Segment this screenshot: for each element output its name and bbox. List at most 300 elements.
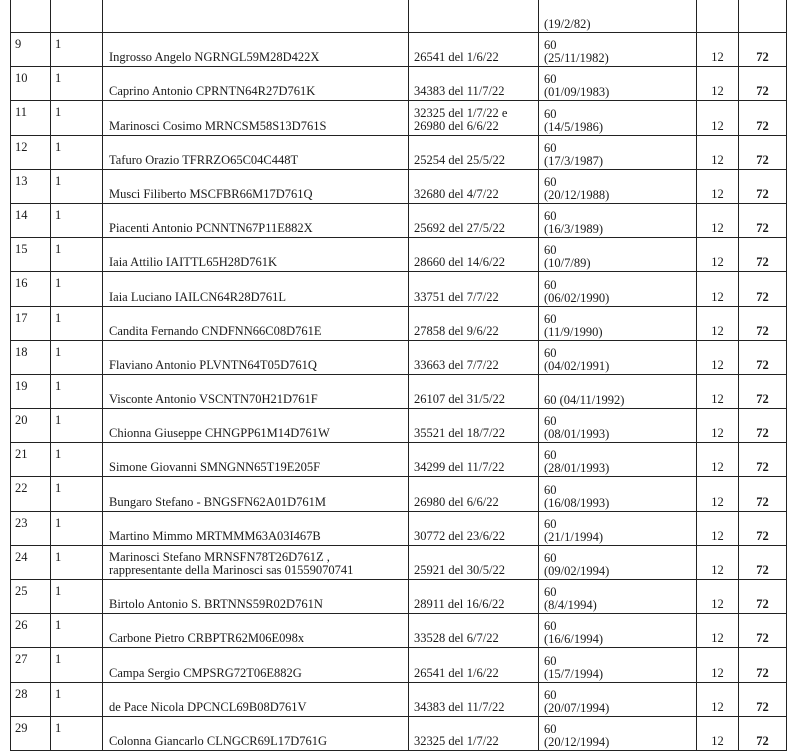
- row-value-b-v2: 72: [756, 631, 769, 646]
- row-name-name2: rappresentante della Marinosci sas 01559070741: [109, 563, 354, 577]
- row-name-name: Iaia Luciano IAILCN64R28D761L: [109, 289, 287, 304]
- row-date-d2: (20/12/1994): [544, 734, 610, 749]
- row-protocol: [409, 511, 539, 545]
- row-protocol-prot2: 26541 del 1/6/22: [414, 50, 499, 65]
- row-quantity-q: 1: [55, 652, 62, 667]
- row-protocol: [409, 682, 539, 716]
- row-date-d1: 60: [544, 619, 557, 634]
- row-date-d2: (16/3/1989): [544, 222, 604, 237]
- row-number: [11, 545, 51, 579]
- row-name-name: Visconte Antonio VSCNTN70H21D761F: [109, 392, 318, 407]
- row-date: [539, 614, 697, 648]
- row-date-d2: 60 (04/11/1992): [544, 393, 625, 408]
- row-value-a: [697, 0, 739, 33]
- row-value-a-v1: 12: [711, 357, 724, 372]
- row-date: [539, 648, 697, 682]
- row-name: [103, 409, 409, 443]
- row-value-b: [739, 0, 787, 33]
- row-value-b: [739, 511, 787, 545]
- row-number: [11, 67, 51, 101]
- row-name: [103, 716, 409, 750]
- row-value-b: [739, 135, 787, 169]
- row-date: [539, 682, 697, 716]
- row-number: [11, 238, 51, 272]
- row-value-a: [697, 169, 739, 203]
- row-number-n: 14: [15, 207, 28, 222]
- row-value-a-v1: 12: [711, 733, 724, 748]
- row-date: [539, 306, 697, 340]
- row-value-b-v2: 72: [756, 186, 769, 201]
- document-table: [10, 0, 787, 751]
- row-value-b: [739, 409, 787, 443]
- row-value-a: [697, 238, 739, 272]
- row-value-a: [697, 614, 739, 648]
- row-date-d2: (25/11/1982): [544, 51, 609, 66]
- row-date-d2: (04/02/1991): [544, 358, 610, 373]
- row-value-b: [739, 477, 787, 511]
- row-date-d1: 60: [544, 311, 557, 326]
- row-number-n: 11: [15, 105, 28, 120]
- row-number: [11, 169, 51, 203]
- row-protocol: [409, 203, 539, 237]
- row-value-a-v1: 12: [711, 426, 724, 441]
- row-number-n: 21: [15, 447, 28, 462]
- row-date-d1: 60: [544, 345, 557, 360]
- row-protocol-prot1: 32325 del 1/7/22 e: [414, 105, 508, 120]
- row-date-d1: 60: [544, 414, 557, 429]
- row-name: [103, 33, 409, 67]
- row-protocol-prot2: 33751 del 7/7/22: [414, 289, 499, 304]
- row-value-b: [739, 716, 787, 750]
- row-name-name: Marinosci Stefano MRNSFN78T26D761Z ,: [109, 550, 330, 564]
- row-protocol: [409, 477, 539, 511]
- row-date-d2: (11/9/1990): [544, 324, 603, 339]
- row-quantity: [51, 682, 103, 716]
- row-number-n: 15: [15, 242, 28, 257]
- row-date: [539, 238, 697, 272]
- row-value-a-v1: 12: [711, 118, 724, 133]
- row-protocol-prot2: 26980 del 6/6/22: [414, 118, 499, 133]
- row-value-a: [697, 409, 739, 443]
- row-value-a: [697, 101, 739, 135]
- table-row: [11, 169, 787, 203]
- row-date: [539, 340, 697, 374]
- row-name-name: Carbone Pietro CRBPTR62M06E098x: [109, 631, 305, 646]
- row-value-a: [697, 33, 739, 67]
- row-number-n: 22: [15, 481, 28, 496]
- row-value-b-v2: 72: [756, 255, 769, 270]
- table-row: [11, 238, 787, 272]
- row-value-a: [697, 443, 739, 477]
- row-value-b: [739, 648, 787, 682]
- row-value-b: [739, 374, 787, 408]
- row-number-n: 13: [15, 173, 28, 188]
- row-number: [11, 0, 51, 33]
- row-quantity: [51, 614, 103, 648]
- row-number: [11, 33, 51, 67]
- row-name: [103, 614, 409, 648]
- row-number: [11, 682, 51, 716]
- row-protocol: [409, 374, 539, 408]
- row-value-a: [697, 682, 739, 716]
- row-value-b-v2: 72: [756, 118, 769, 133]
- row-date: [539, 545, 697, 579]
- row-value-a: [697, 374, 739, 408]
- row-quantity: [51, 238, 103, 272]
- row-date: [539, 0, 697, 33]
- table-row: [11, 477, 787, 511]
- row-name-name: de Pace Nicola DPCNCL69B08D761V: [109, 699, 307, 714]
- row-protocol-prot2: 34383 del 11/7/22: [414, 84, 505, 99]
- row-value-b: [739, 682, 787, 716]
- row-name-name: Simone Giovanni SMNGNN65T19E205F: [109, 460, 321, 475]
- row-protocol: [409, 648, 539, 682]
- row-name-name: Bungaro Stefano - BNGSFN62A01D761M: [109, 494, 327, 509]
- row-protocol-prot2: 25921 del 30/5/22: [414, 563, 505, 577]
- row-value-b-v2: 72: [756, 528, 769, 543]
- row-quantity: [51, 340, 103, 374]
- row-value-b-v2: 72: [756, 563, 769, 577]
- row-number-n: 27: [15, 652, 28, 667]
- row-quantity-q: 1: [55, 515, 62, 530]
- row-protocol: [409, 340, 539, 374]
- table-row: [11, 203, 787, 237]
- row-value-b: [739, 169, 787, 203]
- row-name: [103, 272, 409, 306]
- row-protocol: [409, 33, 539, 67]
- table-body: [11, 0, 787, 750]
- row-name: [103, 580, 409, 614]
- row-date-d1: 60: [544, 38, 557, 53]
- row-name: [103, 203, 409, 237]
- row-quantity-q: 1: [55, 413, 62, 428]
- row-name: [103, 340, 409, 374]
- row-value-a-v1: 12: [711, 528, 724, 543]
- row-quantity-q: 1: [55, 71, 62, 86]
- row-protocol-prot2: 35521 del 18/7/22: [414, 426, 505, 441]
- row-number-n: 16: [15, 276, 28, 291]
- row-quantity-q: 1: [55, 720, 62, 735]
- row-number-n: 19: [15, 378, 28, 393]
- row-value-a: [697, 716, 739, 750]
- row-value-a-v1: 12: [711, 631, 724, 646]
- row-number: [11, 443, 51, 477]
- row-protocol-prot2: 32680 del 4/7/22: [414, 186, 499, 201]
- row-value-b: [739, 614, 787, 648]
- row-quantity-q: 1: [55, 310, 62, 325]
- row-value-b-v2: 72: [756, 494, 769, 509]
- row-protocol-prot2: 25692 del 27/5/22: [414, 221, 505, 236]
- row-quantity: [51, 443, 103, 477]
- row-value-b-v2: 72: [756, 699, 769, 714]
- table-row: [11, 67, 787, 101]
- row-quantity: [51, 511, 103, 545]
- table-row: [11, 580, 787, 614]
- row-name-name: Iaia Attilio IAITTL65H28D761K: [109, 255, 278, 270]
- row-number: [11, 340, 51, 374]
- row-protocol-prot2: 26541 del 1/6/22: [414, 665, 499, 680]
- row-protocol: [409, 716, 539, 750]
- row-quantity-q: 1: [55, 242, 62, 257]
- row-quantity-q: 1: [55, 481, 62, 496]
- row-quantity: [51, 580, 103, 614]
- row-name: [103, 545, 409, 579]
- row-number-n: 25: [15, 584, 28, 598]
- row-value-a-v1: 12: [711, 392, 724, 407]
- row-value-a-v1: 12: [711, 221, 724, 236]
- row-name: [103, 101, 409, 135]
- row-name: [103, 135, 409, 169]
- row-value-a: [697, 306, 739, 340]
- row-date-d1: 60: [544, 653, 557, 668]
- row-protocol-prot2: 33528 del 6/7/22: [414, 631, 499, 646]
- row-number: [11, 716, 51, 750]
- row-date-d2: (28/01/1993): [544, 461, 610, 476]
- row-quantity-q: 1: [55, 618, 62, 633]
- row-name-name: Candita Fernando CNDFNN66C08D761E: [109, 323, 322, 338]
- row-value-a-v1: 12: [711, 186, 724, 201]
- row-protocol: [409, 443, 539, 477]
- row-value-b-v2: 72: [756, 50, 769, 65]
- row-value-a-v1: 12: [711, 152, 724, 167]
- row-date-d1: 60: [544, 448, 557, 463]
- row-protocol: [409, 306, 539, 340]
- row-number: [11, 272, 51, 306]
- row-date-d1: 60: [544, 585, 557, 600]
- row-quantity: [51, 409, 103, 443]
- row-number: [11, 306, 51, 340]
- table-row: [11, 101, 787, 135]
- row-value-a: [697, 203, 739, 237]
- table-row: [11, 306, 787, 340]
- row-value-a-v1: 12: [711, 84, 724, 99]
- row-date-d2: (14/5/1986): [544, 119, 604, 134]
- row-protocol: [409, 101, 539, 135]
- row-date: [539, 101, 697, 135]
- row-number-n: 28: [15, 686, 28, 701]
- row-date-d1: 60: [544, 72, 557, 87]
- row-value-a: [697, 272, 739, 306]
- row-name-name: Campa Sergio CMPSRG72T06E882G: [109, 665, 302, 680]
- table-row: [11, 409, 787, 443]
- row-date: [539, 169, 697, 203]
- row-value-b-v2: 72: [756, 665, 769, 680]
- row-date-d2: (09/02/1994): [544, 564, 610, 578]
- row-name: [103, 443, 409, 477]
- row-name-name: Flaviano Antonio PLVNTN64T05D761Q: [109, 357, 317, 372]
- row-value-a: [697, 511, 739, 545]
- row-protocol-prot2: 25254 del 25/5/22: [414, 152, 505, 167]
- row-date-d1: 60: [544, 106, 557, 121]
- row-quantity: [51, 272, 103, 306]
- row-date-d2: (16/6/1994): [544, 632, 604, 647]
- row-protocol: [409, 580, 539, 614]
- row-number: [11, 374, 51, 408]
- row-value-b-v2: 72: [756, 597, 769, 612]
- row-value-b: [739, 306, 787, 340]
- row-date: [539, 135, 697, 169]
- row-quantity: [51, 477, 103, 511]
- row-value-a-v1: 12: [711, 563, 724, 577]
- row-date-d2: (21/1/1994): [544, 529, 604, 544]
- row-name-name: Marinosci Cosimo MRNCSM58S13D761S: [109, 118, 327, 133]
- row-value-b: [739, 545, 787, 579]
- row-number: [11, 648, 51, 682]
- row-date-d2: (8/4/1994): [544, 598, 597, 613]
- row-protocol: [409, 409, 539, 443]
- row-value-a-v1: 12: [711, 460, 724, 475]
- row-protocol-prot2: 26107 del 31/5/22: [414, 392, 505, 407]
- row-value-b: [739, 203, 787, 237]
- row-name: [103, 306, 409, 340]
- row-name-name: Birtolo Antonio S. BRTNNS59R02D761N: [109, 597, 323, 612]
- table-row: [11, 272, 787, 306]
- row-number-n: 29: [15, 720, 28, 735]
- row-value-a: [697, 477, 739, 511]
- row-date-d1: 60: [544, 482, 557, 497]
- row-quantity-q: 1: [55, 447, 62, 462]
- row-protocol-prot2: 32325 del 1/7/22: [414, 733, 499, 748]
- table-row: [11, 340, 787, 374]
- row-value-a-v1: 12: [711, 597, 724, 612]
- row-number: [11, 580, 51, 614]
- row-date-d1: 60: [544, 551, 557, 565]
- row-date-d2: (10/7/89): [544, 256, 591, 271]
- row-date: [539, 443, 697, 477]
- table-row: [11, 545, 787, 579]
- row-quantity-q: 1: [55, 276, 62, 291]
- table-row: [11, 374, 787, 408]
- row-number-n: 18: [15, 344, 28, 359]
- row-number: [11, 135, 51, 169]
- row-quantity: [51, 101, 103, 135]
- row-date-d2: (15/7/1994): [544, 666, 604, 681]
- row-value-a-v1: 12: [711, 699, 724, 714]
- row-quantity: [51, 0, 103, 33]
- row-value-b-v2: 72: [756, 426, 769, 441]
- row-date-d1: 60: [544, 516, 557, 531]
- row-value-b: [739, 443, 787, 477]
- row-number-n: 17: [15, 310, 28, 325]
- row-number-n: 9: [15, 37, 22, 51]
- row-quantity-q: 1: [55, 173, 62, 188]
- row-quantity-q: 1: [55, 549, 62, 564]
- table-row: [11, 443, 787, 477]
- row-protocol-prot2: 27858 del 9/6/22: [414, 323, 499, 338]
- row-value-a: [697, 67, 739, 101]
- row-date-d1: 60: [544, 140, 557, 155]
- row-value-b: [739, 67, 787, 101]
- row-number: [11, 203, 51, 237]
- row-value-b: [739, 340, 787, 374]
- row-number: [11, 409, 51, 443]
- row-value-b: [739, 272, 787, 306]
- row-date-d1: 60: [544, 721, 557, 736]
- row-date-d2: (20/07/1994): [544, 700, 610, 715]
- row-quantity: [51, 169, 103, 203]
- row-value-b: [739, 238, 787, 272]
- row-name: [103, 648, 409, 682]
- row-date-d2: (16/08/1993): [544, 495, 610, 510]
- table-row: [11, 716, 787, 750]
- row-quantity-q: 1: [55, 139, 62, 154]
- row-value-b-v2: 72: [756, 392, 769, 407]
- row-number-n: 23: [15, 515, 28, 530]
- row-value-a: [697, 340, 739, 374]
- row-protocol: [409, 135, 539, 169]
- row-date-d1: 60: [544, 243, 557, 258]
- row-name-name: Tafuro Orazio TFRRZO65C04C448T: [109, 152, 299, 167]
- row-protocol: [409, 0, 539, 33]
- row-value-b-v2: 72: [756, 84, 769, 99]
- row-number-n: 26: [15, 618, 28, 633]
- row-date-d1: 60: [544, 174, 557, 189]
- row-protocol: [409, 67, 539, 101]
- row-date: [539, 203, 697, 237]
- row-name: [103, 374, 409, 408]
- row-date: [539, 374, 697, 408]
- row-date: [539, 67, 697, 101]
- row-date: [539, 33, 697, 67]
- row-quantity-q: 1: [55, 105, 62, 120]
- row-date-d2: (06/02/1990): [544, 290, 610, 305]
- row-value-b-v2: 72: [756, 357, 769, 372]
- row-value-a-v1: 12: [711, 665, 724, 680]
- row-number: [11, 614, 51, 648]
- row-protocol-prot2: 33663 del 7/7/22: [414, 357, 499, 372]
- row-quantity-q: 1: [55, 378, 62, 393]
- row-number-n: 20: [15, 413, 28, 428]
- row-number: [11, 101, 51, 135]
- row-name: [103, 238, 409, 272]
- row-date-d2: (01/09/1983): [544, 85, 610, 100]
- row-quantity: [51, 716, 103, 750]
- row-name-name: Colonna Giancarlo CLNGCR69L17D761G: [109, 733, 328, 748]
- row-value-b-v2: 72: [756, 152, 769, 167]
- row-quantity: [51, 306, 103, 340]
- row-date-d1: 60: [544, 209, 557, 224]
- row-protocol: [409, 614, 539, 648]
- row-name-name: Musci Filiberto MSCFBR66M17D761Q: [109, 186, 313, 201]
- row-name: [103, 0, 409, 33]
- row-date: [539, 409, 697, 443]
- row-quantity-q: 1: [55, 344, 62, 359]
- row-value-b-v2: 72: [756, 289, 769, 304]
- row-name: [103, 477, 409, 511]
- row-quantity: [51, 545, 103, 579]
- row-value-a-v1: 12: [711, 289, 724, 304]
- row-value-a-v1: 12: [711, 323, 724, 338]
- row-value-b: [739, 33, 787, 67]
- row-value-a: [697, 580, 739, 614]
- row-value-b-v2: 72: [756, 221, 769, 236]
- row-value-b: [739, 101, 787, 135]
- table-row: [11, 135, 787, 169]
- row-value-b: [739, 580, 787, 614]
- row-date-d1: 60: [544, 277, 557, 292]
- table-row: [11, 614, 787, 648]
- row-quantity: [51, 67, 103, 101]
- row-quantity-q: 1: [55, 584, 62, 598]
- row-value-a-v1: 12: [711, 494, 724, 509]
- row-quantity-q: 1: [55, 207, 62, 222]
- row-quantity: [51, 135, 103, 169]
- row-value-b-v2: 72: [756, 460, 769, 475]
- row-number-n: 24: [15, 549, 28, 564]
- row-number: [11, 477, 51, 511]
- table-row: [11, 33, 787, 67]
- row-quantity: [51, 33, 103, 67]
